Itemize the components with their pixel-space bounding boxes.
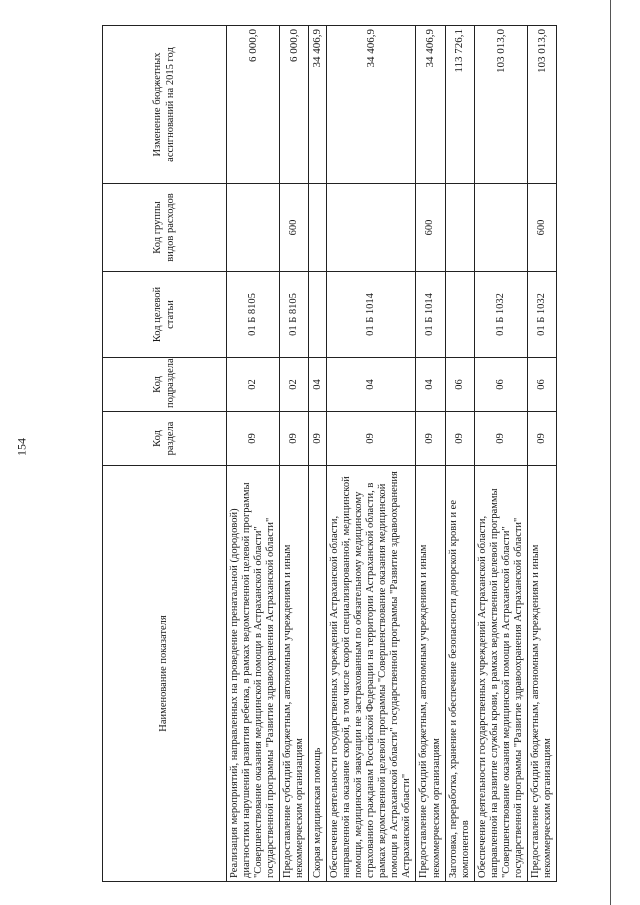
row-subsection-code: 04 (309, 358, 327, 412)
header-indicator-name: Наименование показателя (103, 466, 227, 882)
row-section-code: 09 (309, 412, 327, 466)
row-amount: 113 726,1 (445, 26, 474, 184)
row-indicator-name: Предоставление субсидий бюджетным, автономным учреждениям и иным некоммерческим организациям (280, 466, 309, 882)
row-target-article (445, 272, 474, 358)
row-expense-group (474, 184, 527, 272)
row-expense-group: 600 (280, 184, 309, 272)
row-subsection-code: 06 (527, 358, 556, 412)
row-section-code: 09 (227, 412, 280, 466)
row-section-code: 09 (416, 412, 445, 466)
row-amount: 34 406,9 (327, 26, 416, 184)
row-expense-group: 600 (416, 184, 445, 272)
row-target-article (309, 272, 327, 358)
table-row (474, 26, 527, 882)
row-section-code: 09 (327, 412, 416, 466)
row-subsection-code: 02 (280, 358, 309, 412)
row-subsection-code: 06 (445, 358, 474, 412)
header-expense-group-code: Код группы видов расходов (103, 184, 227, 272)
row-section-code: 09 (527, 412, 556, 466)
header-budget-change-2015: Изменение бюджетных ассигнований на 2015 год (103, 26, 227, 184)
row-expense-group (327, 184, 416, 272)
table-row (445, 26, 474, 882)
table-header-row (103, 26, 227, 882)
row-target-article: 01 Б 8105 (280, 272, 309, 358)
table-row (327, 26, 416, 882)
page-number: 154 (14, 438, 29, 456)
row-indicator-name: Реализация мероприятий, направленных на проведение пренатальной (дородовой) диагностики нарушений развития ребенка, в рамках ведомственной целевой программы "Совершенствование оказания медицинской помощи в Астраханской области" государственной программы "Развитие здравоохранения Астраханской области" (227, 466, 280, 882)
table-row (280, 26, 309, 882)
row-subsection-code: 04 (327, 358, 416, 412)
row-target-article: 01 Б 1032 (527, 272, 556, 358)
row-target-article: 01 Б 1032 (474, 272, 527, 358)
row-indicator-name: Скорая медицинская помощь (309, 466, 327, 882)
row-amount: 6 000,0 (280, 26, 309, 184)
row-indicator-name: Обеспечение деятельности государственных учреждений Астраханской области, направленной на оказание скорой, в том числе скорой специализированной, медицинской помощи, медицинской эвакуации не застрахованным по обязательному медицинскому страхованию гражданам Российской Федерации на территории Астраханской области, в рамках ведомственной целевой программы "Совершенствование оказания медицинской помощи в Астраханской области" государственной программы "Развитие здравоохранения Астраханской области" (327, 466, 416, 882)
row-indicator-name: Предоставление субсидий бюджетным, автономным учреждениям и иным некоммерческим организациям (527, 466, 556, 882)
row-section-code: 09 (280, 412, 309, 466)
row-expense-group: 600 (527, 184, 556, 272)
table-row (416, 26, 445, 882)
row-amount: 103 013,0 (474, 26, 527, 184)
row-target-article: 01 Б 1014 (416, 272, 445, 358)
budget-table (102, 25, 557, 882)
row-amount: 6 000,0 (227, 26, 280, 184)
row-subsection-code: 02 (227, 358, 280, 412)
row-indicator-name: Предоставление субсидий бюджетным, автономным учреждениям и иным некоммерческим организациям (416, 466, 445, 882)
row-amount: 34 406,9 (416, 26, 445, 184)
row-section-code: 09 (445, 412, 474, 466)
row-amount: 34 406,9 (309, 26, 327, 184)
row-expense-group (227, 184, 280, 272)
row-expense-group (445, 184, 474, 272)
row-expense-group (309, 184, 327, 272)
row-subsection-code: 04 (416, 358, 445, 412)
budget-table-container (102, 26, 554, 882)
table-row (527, 26, 556, 882)
row-section-code: 09 (474, 412, 527, 466)
row-amount: 103 013,0 (527, 26, 556, 184)
table-row (309, 26, 327, 882)
header-target-article-code: Код целевой статьи (103, 272, 227, 358)
table-row (227, 26, 280, 882)
row-indicator-name: Заготовка, переработка, хранение и обеспечение безопасности донорской крови и ее компонентов (445, 466, 474, 882)
page-edge-line (610, 0, 611, 905)
row-target-article: 01 Б 8105 (227, 272, 280, 358)
header-section-code: Код раздела (103, 412, 227, 466)
row-indicator-name: Обеспечение деятельности государственных учреждений Астраханской области, направленной на развитие службы крови, в рамках ведомственной целевой программы "Совершенствование оказания медицинской помощи в Астраханской области" государственной программы "Развитие здравоохранения Астраханской области" (474, 466, 527, 882)
row-subsection-code: 06 (474, 358, 527, 412)
row-target-article: 01 Б 1014 (327, 272, 416, 358)
header-subsection-code: Код подраздела (103, 358, 227, 412)
